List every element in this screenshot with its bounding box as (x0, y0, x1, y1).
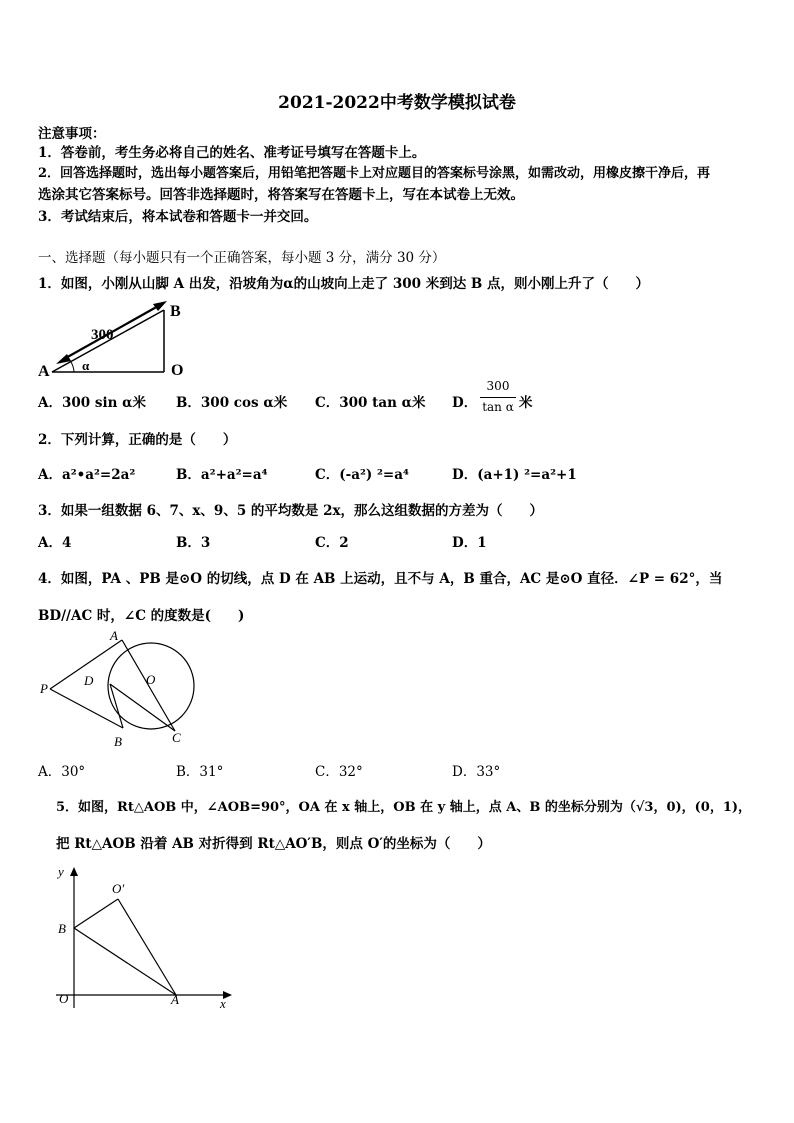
q5-label-b: B (58, 921, 66, 936)
q1-arrow-head-up (153, 301, 167, 311)
page-title: 2021-2022中考数学模拟试卷 (278, 93, 516, 113)
q5-label-x: x (220, 996, 226, 1011)
q1-option-d-fraction-bar (480, 397, 516, 398)
q4-option-b[interactable]: B．31° (176, 764, 224, 780)
q5-label-o: O (59, 991, 69, 1006)
q5-segment-o-prime-a (118, 899, 176, 995)
q1-option-d-numerator: 300 (486, 379, 510, 393)
q3-option-b[interactable]: B．3 (176, 535, 211, 551)
q1-label-a: A (38, 363, 50, 380)
q1-label-o: O (171, 362, 184, 379)
q4-option-d[interactable]: D．33° (452, 764, 501, 780)
q3-stem: 3．如果一组数据 6、7、x、9、5 的平均数是 2x，那么这组数据的方差为（ ） (38, 503, 544, 519)
q3-option-a[interactable]: A．4 (38, 535, 72, 551)
q1-label-b: B (170, 303, 181, 320)
q4-label-o: O (146, 672, 156, 687)
q1-option-d-prefix: D． (452, 395, 478, 411)
notes-line-1: 1．答卷前，考生务必将自己的姓名、准考证号填写在答题卡上。 (38, 145, 426, 161)
q4-circle-figure (36, 628, 206, 752)
q4-option-a[interactable]: A．30° (38, 764, 86, 780)
q2-option-d[interactable]: D．(a+1) ²=a²+1 (452, 467, 577, 483)
q4-label-d: D (84, 673, 94, 688)
q5-label-o-prime: O′ (112, 881, 125, 896)
q3-option-d[interactable]: D．1 (452, 535, 487, 551)
notes-line-2a: 2．回答选择题时，选出每小题答案后，用铅笔把答题卡上对应题目的答案标号涂黑，如需改动，用橡皮擦干净后，再 (38, 166, 711, 181)
q5-segment-ba (74, 928, 176, 995)
q5-segment-bo-prime (74, 899, 118, 928)
q5-stem-line-1: 5．如图，Rt△AOB 中，∠AOB=90°，OA 在 x 轴上，OB 在 y 轴上，点 A、B 的坐标分别为（√3，0)，(0，1)， (56, 800, 752, 815)
q4-stem-line-2: BD//AC 时，∠C 的度数是( ) (38, 608, 245, 624)
q2-option-a[interactable]: A．a²•a²=2a² (38, 467, 136, 483)
q1-stem: 1．如图，小刚从山脚 A 出发，沿坡角为α的山坡向上走了 300 米到达 B 点，则小刚上升了（ ） (38, 276, 650, 292)
q2-stem: 2．下列计算，正确的是（ ） (38, 432, 237, 448)
notes-heading: 注意事项： (38, 126, 106, 142)
q4-stem-line-1: 4．如图，PA 、PB 是⊙O 的切线，点 D 在 AB 上运动，且不与 A，B 重合，AC 是⊙O 直径．∠P = 62°，当 (38, 571, 723, 587)
q3-option-c[interactable]: C．2 (315, 535, 349, 551)
q4-label-a: A (110, 628, 118, 643)
notes-line-2b: 选涂其它答案标号。回答非选择题时，将答案写在答题卡上，写在本试卷上无效。 (38, 187, 524, 203)
section-heading: 一、选择题（每小题只有一个正确答案，每小题 3 分，满分 30 分） (38, 250, 446, 266)
q4-label-p: P (40, 681, 48, 696)
q1-label-alpha: α (82, 358, 90, 373)
q5-y-axis-arrow (70, 867, 78, 876)
q4-label-c: C (172, 730, 181, 745)
q1-option-d-denominator: tan α (482, 400, 514, 414)
q2-option-c[interactable]: C．(-a²) ²=a⁴ (315, 467, 409, 483)
q2-option-b[interactable]: B．a²+a²=a⁴ (176, 467, 268, 483)
q5-coordinate-figure (52, 860, 236, 1012)
q4-label-b: B (114, 734, 122, 749)
q5-label-y: y (58, 864, 64, 879)
q4-tangent-pb (50, 689, 123, 728)
q1-slope-figure (34, 296, 194, 380)
q5-stem-line-2: 把 Rt△AOB 沿着 AB 对折得到 Rt△AO′B，则点 O′的坐标为（ ） (56, 836, 491, 852)
q1-option-c[interactable]: C．300 tan α米 (315, 395, 426, 411)
q1-option-a[interactable]: A．300 sin α米 (38, 395, 146, 411)
q1-angle-arc (71, 362, 74, 372)
q1-label-300: 300 (91, 327, 114, 343)
q1-option-d-suffix: 米 (519, 395, 533, 411)
q5-label-a: A (171, 992, 179, 1007)
q4-option-c[interactable]: C．32° (315, 764, 363, 780)
q1-option-b[interactable]: B．300 cos α米 (176, 395, 288, 411)
notes-line-3: 3．考试结束后，将本试卷和答题卡一并交回。 (38, 209, 318, 225)
q4-chord-bd (110, 684, 123, 728)
q4-chord-dc (110, 684, 175, 731)
